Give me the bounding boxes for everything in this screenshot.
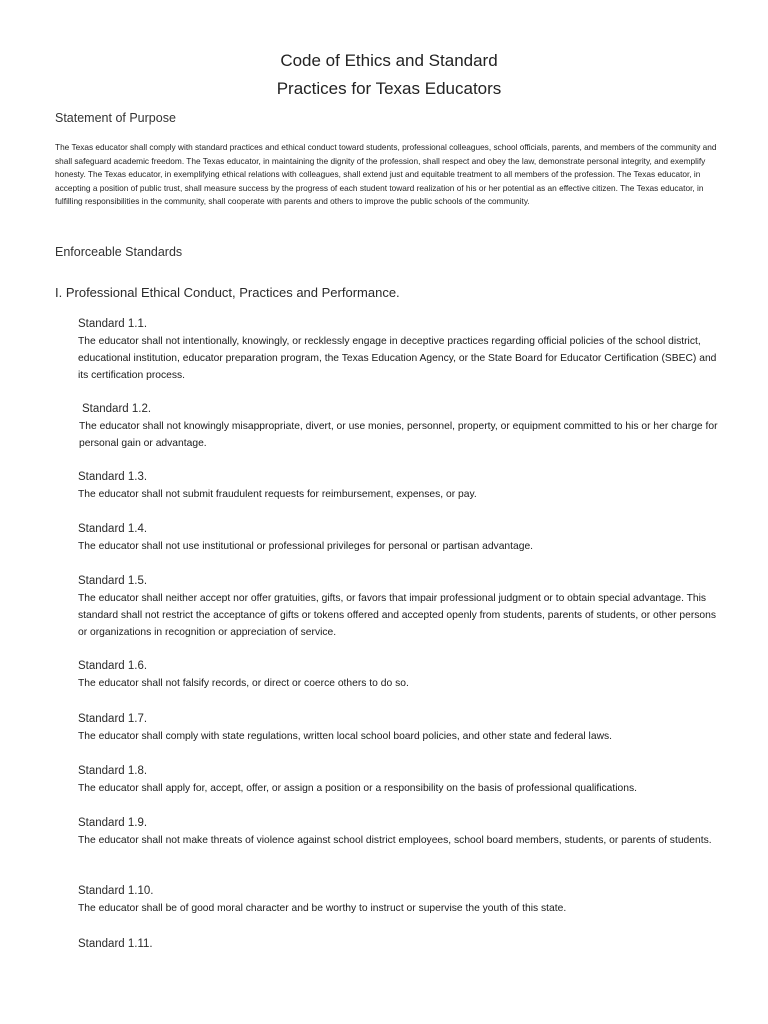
standard-title: Standard 1.10. <box>78 885 154 897</box>
standard-text: The educator shall not knowingly misappropriate, divert, or use monies, personnel, property, or equipment committed to his or her charge for personal gain or advantage. <box>79 421 718 449</box>
document-title-line-1: Code of Ethics and Standard <box>280 51 498 70</box>
standard-text: The educator shall not make threats of violence against school district employees, school board members, students, or parents of students. <box>78 835 712 846</box>
standard-title: Standard 1.2. <box>82 403 152 415</box>
standard-1-5 <box>78 573 723 641</box>
purpose-paragraph: The Texas educator shall comply with standard practices and ethical conduct toward students, professional colleagues, school officials, parents, and members of the community and shall safeguard academic freedom. The Texas educator, in maintaining the dignity of the profession, shall respect and obey the law, demonstrate personal integrity, and exemplify honesty. The Texas educator, in exemplifying ethical relations with colleagues, shall extend just and equitable treatment to all members of the profession. The Texas educator, in accepting a position of public trust, shall measure success by the progress of each student toward realization of his or her potential as an effective citizen. The Texas educator, in fulfilling responsibilities in the community, shall cooperate with parents and others to improve the public schools of the community. <box>55 142 717 207</box>
standard-title: Standard 1.7. <box>78 713 148 725</box>
standard-1-2 <box>79 401 724 453</box>
standard-title: Standard 1.6. <box>78 660 148 672</box>
standard-title: Standard 1.5. <box>78 575 148 587</box>
standard-1-4 <box>78 521 723 556</box>
standard-title: Standard 1.1. <box>78 318 148 330</box>
standard-text: The educator shall not falsify records, or direct or coerce others to do so. <box>78 678 409 689</box>
standard-title: Standard 1.8. <box>78 765 148 777</box>
standard-text: The educator shall apply for, accept, offer, or assign a position or a responsibility on the basis of professional qualifications. <box>78 783 638 794</box>
enforceable-standards-heading: Enforceable Standards <box>55 245 183 259</box>
standard-title: Standard 1.9. <box>78 817 148 829</box>
document-title-line-2: Practices for Texas Educators <box>276 79 502 98</box>
standard-1-11 <box>78 936 723 952</box>
standard-1-6 <box>78 658 723 693</box>
purpose-heading: Statement of Purpose <box>55 111 176 125</box>
standard-1-9 <box>78 815 723 850</box>
standard-text: The educator shall be of good moral character and be worthy to instruct or supervise the youth of this state. <box>78 903 567 914</box>
standard-title: Standard 1.3. <box>78 471 148 483</box>
standard-1-1 <box>78 316 723 384</box>
standard-text: The educator shall not intentionally, knowingly, or recklessly engage in deceptive practices regarding official policies of the school district, educational institution, educator preparation program, the Texas Education Agency, or the State Board for Educator Certification (SBEC) and its certification process. <box>78 336 717 381</box>
standard-title: Standard 1.11. <box>78 938 153 950</box>
standard-text: The educator shall comply with state regulations, written local school board policies, and other state and federal laws. <box>78 731 613 742</box>
standard-1-3 <box>78 469 723 504</box>
standard-text: The educator shall not submit fraudulent requests for reimbursement, expenses, or pay. <box>78 489 477 500</box>
standard-text: The educator shall neither accept nor offer gratuities, gifts, or favors that impair professional judgment or to obtain special advantage. This standard shall not restrict the acceptance of gifts or tokens offered and accepted openly from students, parents of students, or other persons or organizations in recognition or appreciation of service. <box>78 593 717 638</box>
standard-title: Standard 1.4. <box>78 523 148 535</box>
standard-1-10 <box>78 883 723 918</box>
section-heading: I. Professional Ethical Conduct, Practices and Performance. <box>55 285 400 300</box>
standard-1-8 <box>78 763 723 798</box>
standard-text: The educator shall not use institutional or professional privileges for personal or partisan advantage. <box>78 541 534 552</box>
standard-1-7 <box>78 711 723 746</box>
